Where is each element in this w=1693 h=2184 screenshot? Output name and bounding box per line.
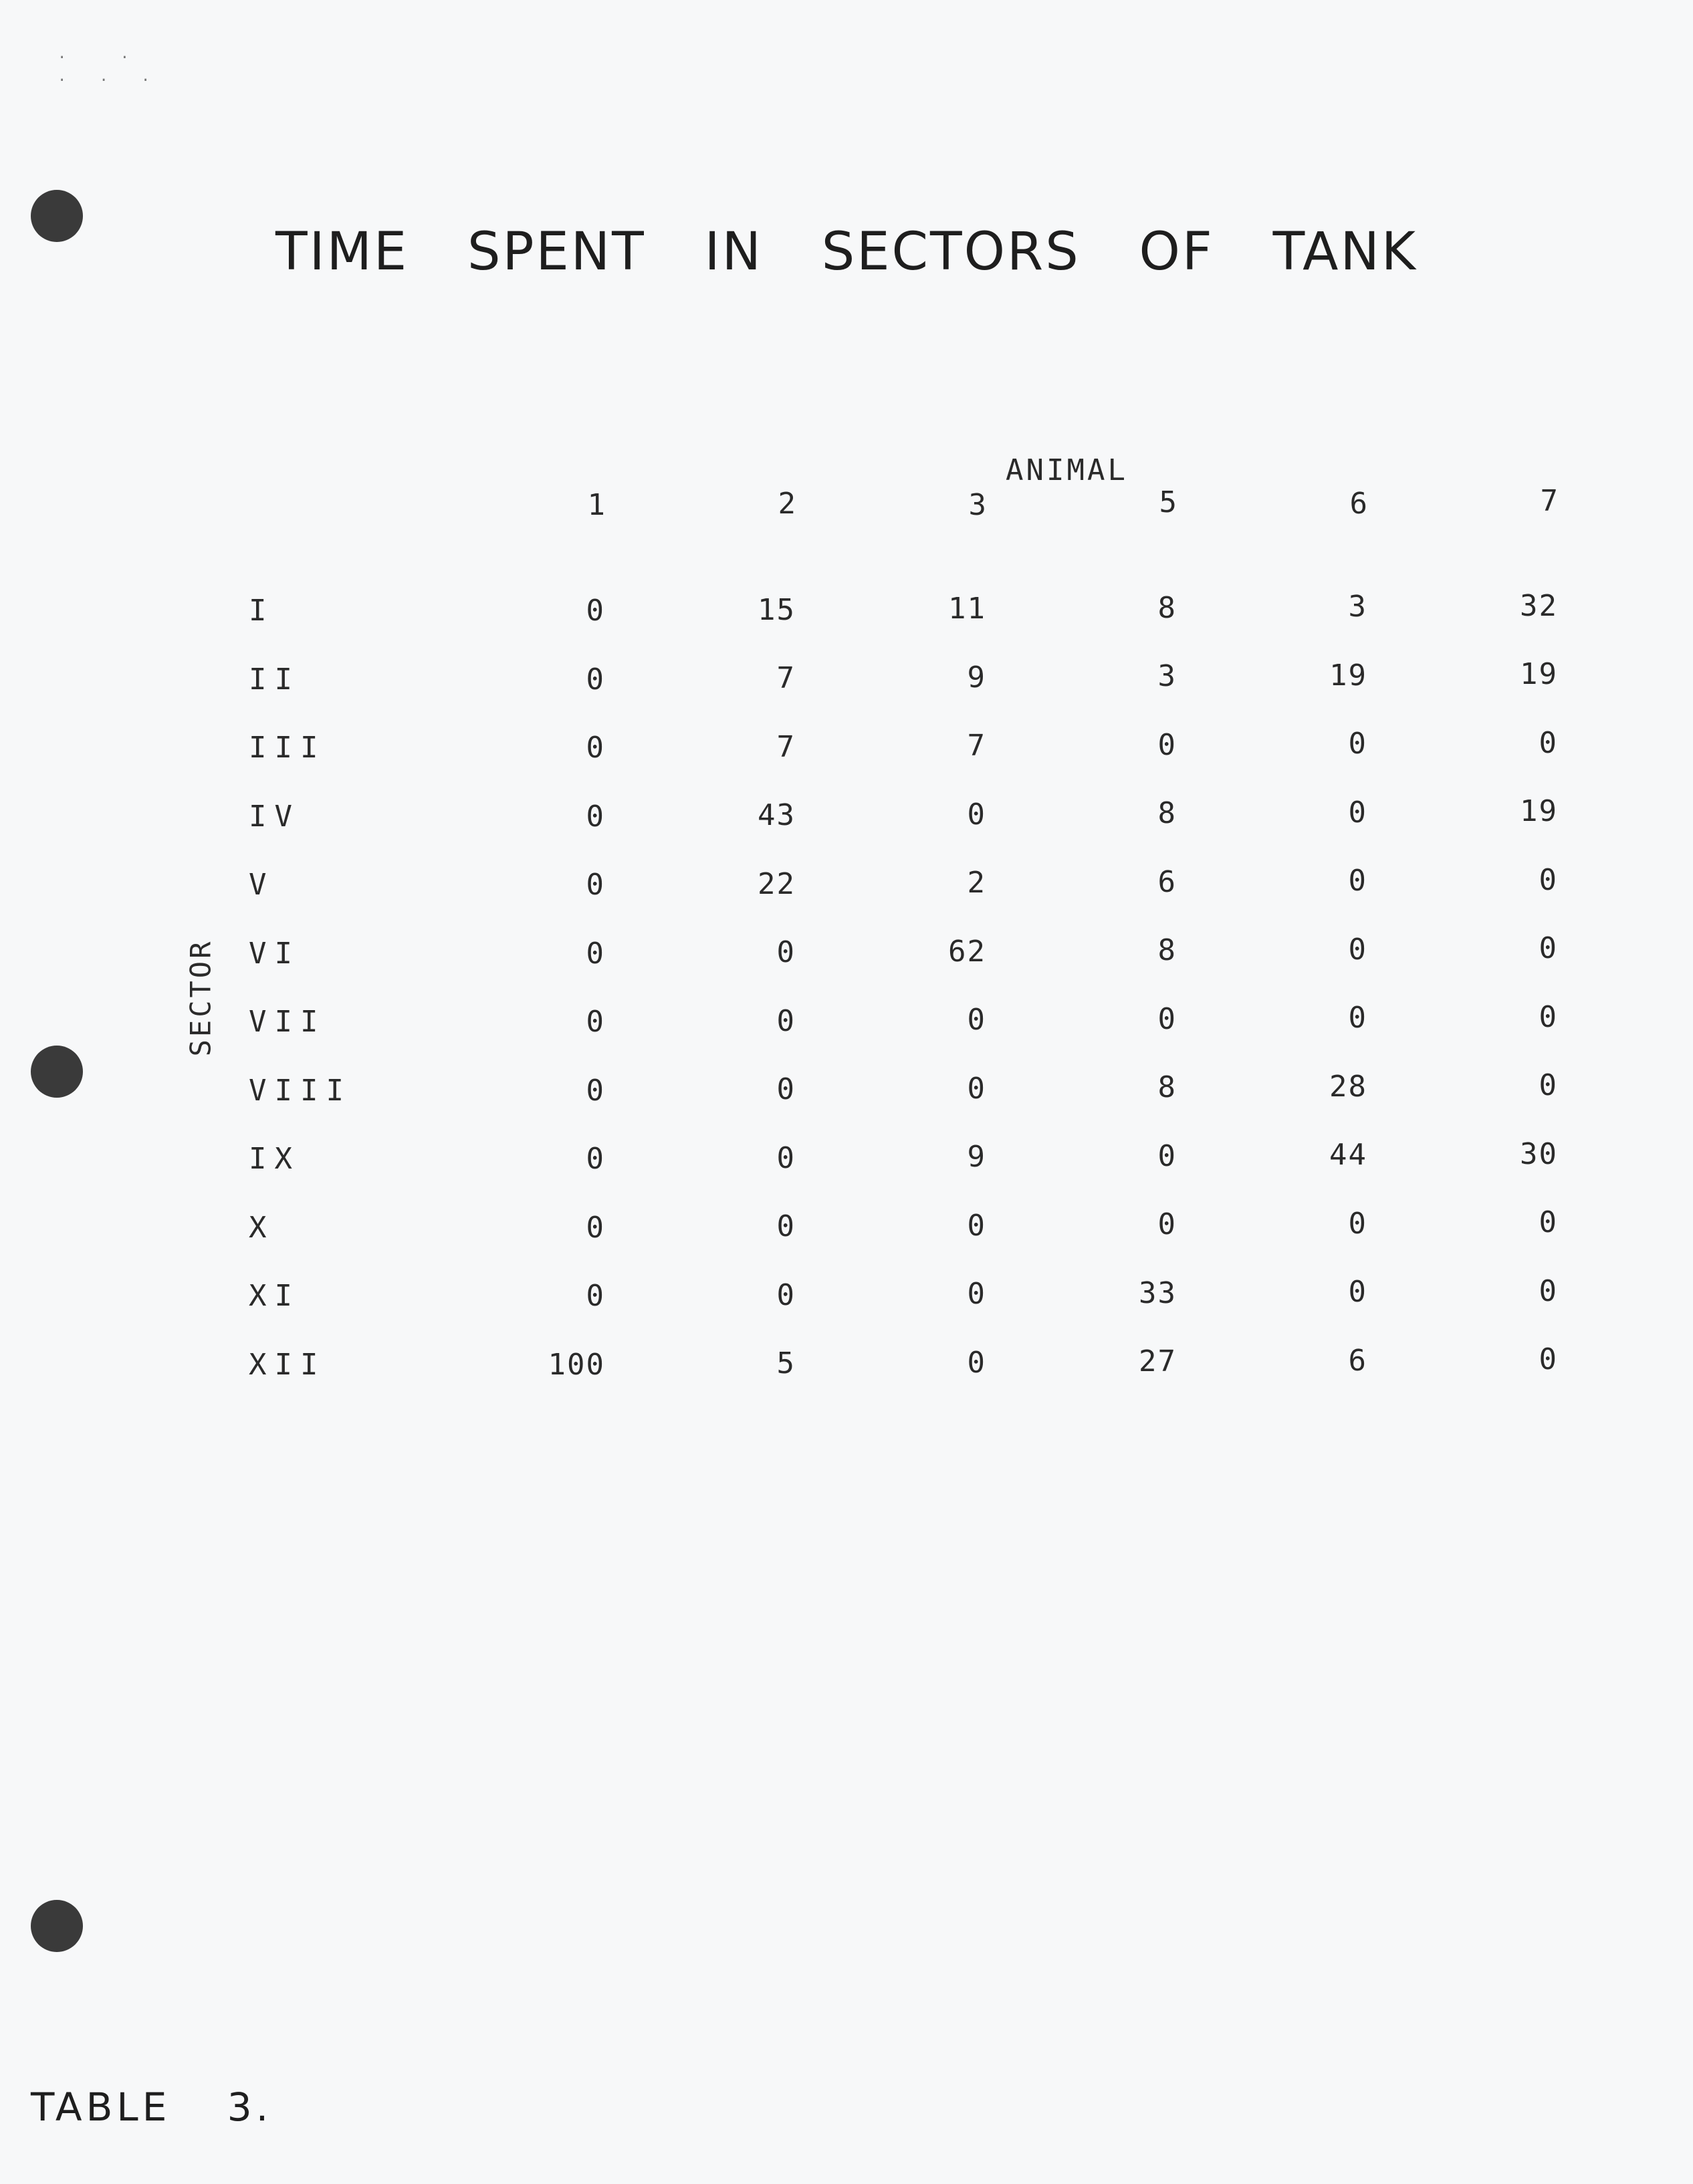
table-cell: 0 xyxy=(776,1209,796,1243)
table-cell: 0 xyxy=(1539,1068,1558,1102)
sector-row-label: V xyxy=(249,868,275,902)
table-cell: 0 xyxy=(586,799,605,834)
table-caption: TABLE 3. xyxy=(31,2084,273,2130)
table-cell: 27 xyxy=(1139,1344,1177,1378)
table-cell: 0 xyxy=(1348,864,1367,898)
animal-column-group-header: ANIMAL xyxy=(1006,453,1128,487)
table-cell: 0 xyxy=(776,935,796,969)
table-cell: 0 xyxy=(586,662,605,697)
table-cell: 0 xyxy=(776,1072,796,1106)
table-cell: 6 xyxy=(1157,864,1177,899)
table-cell: 33 xyxy=(1139,1276,1177,1310)
table-cell: 0 xyxy=(1348,795,1367,830)
page-title: TIME SPENT IN SECTORS OF TANK xyxy=(275,222,1418,283)
table-cell: 22 xyxy=(758,866,796,901)
table-cell: 19 xyxy=(1520,657,1558,691)
sector-row-label: I xyxy=(249,594,275,628)
table-cell: 11 xyxy=(948,592,986,626)
table-cell: 0 xyxy=(1539,862,1558,897)
punch-hole-middle xyxy=(31,1046,83,1098)
table-cell: 0 xyxy=(967,1003,986,1037)
table-cell: 8 xyxy=(1157,1070,1177,1104)
table-cell: 7 xyxy=(776,661,796,695)
column-header-animal-7: 7 xyxy=(1540,484,1558,518)
table-cell: 30 xyxy=(1520,1136,1558,1171)
table-cell: 0 xyxy=(586,731,605,765)
table-cell: 9 xyxy=(967,660,986,695)
column-header-animal-5: 5 xyxy=(1159,485,1177,519)
sector-row-label: X xyxy=(249,1210,275,1245)
column-header-animal-6: 6 xyxy=(1349,487,1367,521)
sector-row-label: XII xyxy=(249,1347,326,1382)
table-cell: 3 xyxy=(1348,590,1367,624)
table-cell: 0 xyxy=(967,1345,986,1380)
table-cell: 8 xyxy=(1157,796,1177,830)
table-cell: 15 xyxy=(758,592,796,627)
table-cell: 0 xyxy=(1157,727,1177,762)
sector-row-label: VIII xyxy=(249,1073,352,1108)
table-cell: 6 xyxy=(1348,1343,1367,1378)
sector-row-label: IV xyxy=(249,799,300,834)
table-cell: 0 xyxy=(1539,1205,1558,1239)
table-cell: 19 xyxy=(1329,658,1367,693)
table-cell: 19 xyxy=(1520,794,1558,828)
table-cell: 8 xyxy=(1157,590,1177,625)
table-cell: 0 xyxy=(1348,1275,1367,1309)
sector-row-label: II xyxy=(249,662,300,697)
column-header-animal-2: 2 xyxy=(778,487,796,521)
column-header-animal-1: 1 xyxy=(587,488,605,522)
table-cell: 0 xyxy=(776,1278,796,1312)
sector-row-label: IX xyxy=(249,1142,300,1176)
punch-hole-bottom xyxy=(31,1900,83,1952)
table-cell: 0 xyxy=(967,1071,986,1106)
scan-specks: · · · · · xyxy=(58,49,162,89)
table-cell: 28 xyxy=(1329,1069,1367,1104)
table-cell: 0 xyxy=(586,1005,605,1039)
table-cell: 0 xyxy=(1348,932,1367,967)
table-cell: 8 xyxy=(1157,933,1177,967)
sector-row-label: XI xyxy=(249,1279,300,1313)
table-cell: 44 xyxy=(1329,1138,1367,1172)
table-cell: 7 xyxy=(967,729,986,763)
table-cell: 0 xyxy=(1539,1342,1558,1376)
table-cell: 0 xyxy=(967,797,986,832)
table-cell: 7 xyxy=(776,729,796,764)
table-cell: 32 xyxy=(1520,588,1558,623)
table-cell: 0 xyxy=(776,1003,796,1038)
table-cell: 0 xyxy=(967,1277,986,1311)
table-cell: 0 xyxy=(1348,1206,1367,1241)
table-cell: 0 xyxy=(1539,999,1558,1034)
sector-row-label: VI xyxy=(249,936,300,971)
table-cell: 0 xyxy=(1539,931,1558,965)
table-cell: 0 xyxy=(967,1208,986,1243)
column-header-animal-3: 3 xyxy=(968,488,986,522)
table-cell: 43 xyxy=(758,798,796,832)
table-cell: 0 xyxy=(1157,1207,1177,1241)
table-cell: 100 xyxy=(548,1347,605,1382)
table-cell: 0 xyxy=(1539,725,1558,760)
table-cell: 5 xyxy=(776,1346,796,1380)
table-cell: 3 xyxy=(1157,659,1177,693)
table-cell: 0 xyxy=(1157,1138,1177,1173)
table-cell: 0 xyxy=(586,1210,605,1245)
table-cell: 62 xyxy=(948,934,986,969)
table-cell: 0 xyxy=(776,1140,796,1175)
table-cell: 0 xyxy=(1539,1273,1558,1308)
table-cell: 0 xyxy=(586,594,605,628)
table-cell: 0 xyxy=(586,1142,605,1176)
sector-axis-label: SECTOR xyxy=(184,939,217,1057)
table-cell: 0 xyxy=(586,936,605,971)
table-cell: 0 xyxy=(586,1279,605,1313)
table-cell: 0 xyxy=(1157,1001,1177,1036)
table-cell: 0 xyxy=(1348,727,1367,761)
table-cell: 0 xyxy=(1348,1001,1367,1035)
sector-row-label: III xyxy=(249,731,326,765)
table-cell: 0 xyxy=(586,1073,605,1108)
table-cell: 0 xyxy=(586,868,605,902)
table-cell: 9 xyxy=(967,1140,986,1174)
sector-row-label: VII xyxy=(249,1005,326,1039)
table-cell: 2 xyxy=(967,866,986,900)
